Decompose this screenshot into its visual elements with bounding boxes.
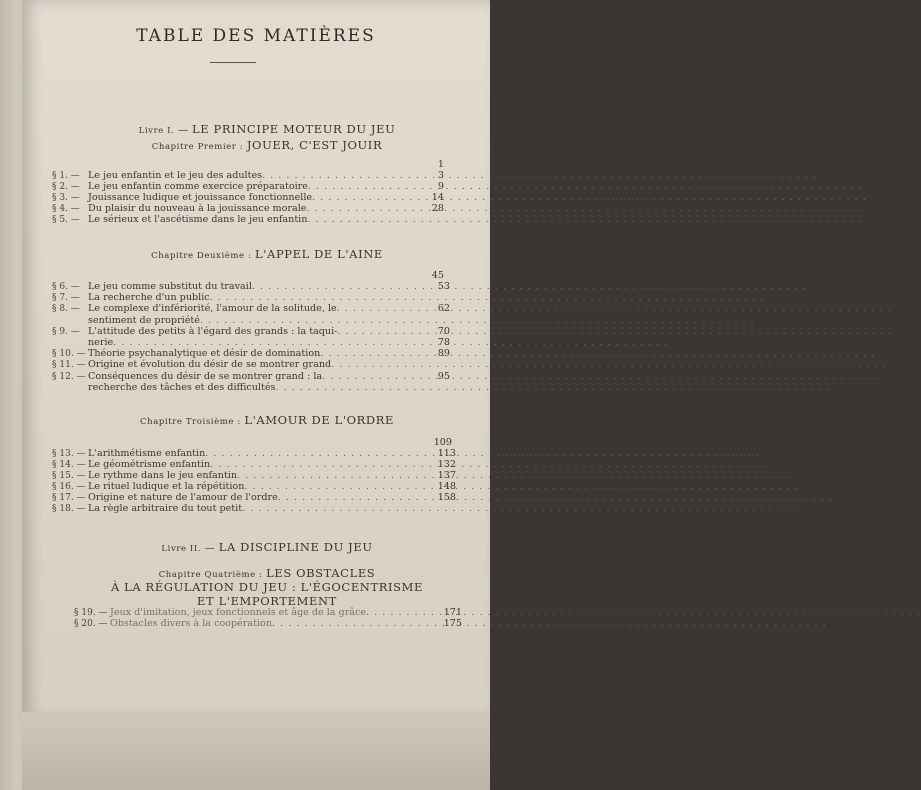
entry-title: Du plaisir du nouveau à la jouissance morale bbox=[88, 203, 307, 214]
entry-title: Le jeu enfantin comme exercice préparatoire bbox=[88, 181, 308, 192]
section-number: § 10. — bbox=[52, 349, 86, 360]
entry-title: Le jeu enfantin et le jeu des adultes bbox=[88, 170, 263, 181]
toc-entry bbox=[52, 359, 424, 371]
livre-2-heading bbox=[62, 540, 472, 554]
toc-entry bbox=[52, 503, 424, 515]
section-number: § 17. — bbox=[52, 493, 86, 503]
livre-2-dash: — bbox=[204, 543, 216, 554]
section-number: § 13. — bbox=[52, 449, 86, 459]
section-number: § 14. — bbox=[52, 460, 86, 470]
toc-entry bbox=[52, 371, 424, 383]
section-number: § 20. — bbox=[74, 619, 108, 629]
leader-dots bbox=[278, 492, 424, 503]
page-number: 14 bbox=[431, 192, 444, 203]
leader-dots bbox=[312, 192, 424, 203]
section-number: § 16. — bbox=[52, 482, 86, 492]
chapitre-1-label: Chapitre Premier : bbox=[151, 142, 244, 152]
page-underside bbox=[22, 712, 490, 790]
book-page bbox=[22, 0, 490, 720]
page-number: 158 bbox=[437, 492, 456, 503]
entry-title: recherche des tâches et des difficultés bbox=[88, 381, 276, 393]
page-number: 28 bbox=[431, 203, 444, 214]
leader-dots bbox=[308, 181, 424, 192]
entry-title: Théorie psychanalytique et désir de domination bbox=[88, 348, 321, 360]
page-number: 109 bbox=[433, 437, 452, 448]
page-number: 95 bbox=[437, 370, 450, 382]
page-number: 132 bbox=[437, 459, 456, 470]
page-number: 148 bbox=[437, 481, 456, 492]
chapitre-4-heading-line2 bbox=[62, 580, 472, 594]
title-divider bbox=[210, 62, 256, 63]
leader-dots bbox=[210, 459, 424, 470]
section-number: § 4. — bbox=[52, 204, 80, 214]
entry-title: Obstacles divers à la coopération bbox=[110, 618, 272, 629]
livre-1-label: Livre I. bbox=[138, 126, 175, 136]
page-number: 1 bbox=[437, 159, 444, 170]
entry-title: Le rythme dans le jeu enfantin bbox=[88, 470, 238, 481]
chapitre-1-heading bbox=[62, 138, 472, 152]
entry-title: La règle arbitraire du tout petit bbox=[88, 503, 243, 514]
page-number: 70 bbox=[437, 325, 450, 337]
entry-title: La recherche d'un public bbox=[88, 292, 210, 304]
chapitre-1-name: JOUER, C'EST JOUIR bbox=[246, 138, 383, 152]
leader-dots bbox=[237, 470, 424, 481]
chapitre-3-name: L'AMOUR DE L'ORDRE bbox=[244, 413, 394, 427]
toc-entry bbox=[74, 618, 446, 630]
livre-2-name: LA DISCIPLINE DU JEU bbox=[218, 540, 373, 554]
entry-title: Le géométrisme enfantin bbox=[88, 459, 211, 470]
section-number: § 6. — bbox=[52, 282, 80, 292]
livre-1-heading bbox=[62, 122, 472, 136]
leader-dots bbox=[306, 203, 424, 214]
entry-title: L'arithmétisme enfantin bbox=[88, 448, 206, 459]
section-number: § 15. — bbox=[52, 471, 86, 481]
leader-dots bbox=[272, 618, 446, 629]
section-number: § 5. — bbox=[52, 215, 80, 225]
leader-dots bbox=[210, 292, 424, 303]
entry-title: Origine et nature de l'amour de l'ordre bbox=[88, 492, 278, 503]
leader-dots bbox=[307, 214, 424, 225]
page-number: 78 bbox=[437, 337, 450, 348]
page-number: 62 bbox=[437, 303, 450, 315]
section-number: § 1. — bbox=[52, 171, 80, 181]
chapitre-3-label: Chapitre Troisième : bbox=[140, 417, 241, 427]
section-number: § 12. — bbox=[52, 371, 86, 382]
leader-dots bbox=[337, 326, 424, 337]
chapitre-4-label: Chapitre Quatrième : bbox=[158, 570, 263, 580]
leader-dots bbox=[242, 503, 424, 514]
livre-2-label: Livre II. bbox=[161, 544, 202, 554]
toc-entry bbox=[52, 337, 424, 348]
toc-entry bbox=[52, 281, 424, 293]
entry-title: Jouissance ludique et jouissance fonctionnelle bbox=[88, 192, 313, 203]
entry-title: sentiment de propriété bbox=[88, 314, 200, 326]
section-number: § 7. — bbox=[52, 293, 80, 304]
toc-entry bbox=[52, 292, 424, 304]
entry-title: Le sérieux et l'ascétisme dans le jeu enfantin bbox=[88, 214, 308, 225]
entry-title: Le complexe d'infériorité, l'amour de la solitude, le bbox=[88, 303, 337, 315]
entry-title: Origine et évolution du désir de se montrer grand bbox=[88, 359, 332, 371]
chapitre-2-name: L'APPEL DE L'AINE bbox=[255, 247, 383, 261]
chapitre-4-line1: LES OBSTACLES bbox=[266, 566, 376, 580]
chapitre-4-line2: À LA RÉGULATION DU JEU : L'ÉGOCENTRISME bbox=[111, 580, 423, 594]
leader-dots bbox=[337, 303, 424, 314]
page-number: 53 bbox=[437, 281, 450, 292]
livre-1-name: LE PRINCIPE MOTEUR DU JEU bbox=[192, 122, 396, 136]
section-number: § 19. — bbox=[74, 608, 108, 618]
chapitre-2-label: Chapitre Deuxième : bbox=[151, 251, 252, 261]
entry-title: nerie bbox=[88, 337, 114, 348]
leader-dots bbox=[262, 170, 424, 181]
entry-title: Le rituel ludique et la répétition bbox=[88, 481, 245, 492]
page-number: 45 bbox=[431, 270, 444, 281]
section-number: § 2. — bbox=[52, 182, 80, 192]
page-number: 9 bbox=[437, 181, 444, 192]
section-number: § 11. — bbox=[52, 360, 86, 371]
page-number: 171 bbox=[443, 607, 462, 618]
section-number: § 9. — bbox=[52, 326, 80, 337]
section-number: § 8. — bbox=[52, 304, 80, 315]
chapitre-2-heading bbox=[62, 247, 472, 261]
section-number: § 3. — bbox=[52, 193, 80, 203]
toc-entry bbox=[52, 348, 424, 360]
toc-entry bbox=[52, 315, 424, 326]
page-number: 175 bbox=[443, 618, 462, 629]
page-number: 137 bbox=[437, 470, 456, 481]
leader-dots bbox=[205, 448, 424, 459]
livre-1-dash: — bbox=[178, 125, 189, 136]
leader-dots bbox=[252, 281, 424, 292]
entry-title: L'attitude des petits à l'égard des grands : la taqui- bbox=[88, 325, 338, 337]
entry-title: Le jeu comme substitut du travail bbox=[88, 281, 252, 292]
page-number: 3 bbox=[437, 170, 444, 181]
page-number: 89 bbox=[437, 348, 450, 360]
leader-dots bbox=[331, 359, 424, 370]
toc-entry bbox=[52, 382, 424, 393]
entry-title: Jeux d'imitation, jeux fonctionnels et âge de la grâce bbox=[110, 607, 367, 618]
leader-dots bbox=[322, 371, 424, 382]
chapitre-4-line3: ET L'EMPORTEMENT bbox=[197, 594, 337, 608]
leader-dots bbox=[275, 382, 424, 393]
section-number: § 18. — bbox=[52, 504, 86, 514]
page-title: TABLE DES MATIÈRES bbox=[136, 26, 376, 46]
leader-dots bbox=[113, 337, 424, 348]
chapitre-3-heading bbox=[62, 413, 472, 427]
entry-title: Conséquences du désir de se montrer grand : la bbox=[88, 370, 323, 382]
toc-entry bbox=[52, 214, 424, 226]
chapitre-4-heading-line1 bbox=[62, 566, 472, 580]
toc-entry bbox=[52, 326, 424, 338]
leader-dots bbox=[244, 481, 424, 492]
chapitre-4-heading-line3 bbox=[62, 594, 472, 608]
leader-dots bbox=[200, 315, 424, 326]
toc-entry bbox=[52, 303, 424, 315]
leader-dots bbox=[320, 348, 424, 359]
page-number: 113 bbox=[437, 448, 456, 459]
